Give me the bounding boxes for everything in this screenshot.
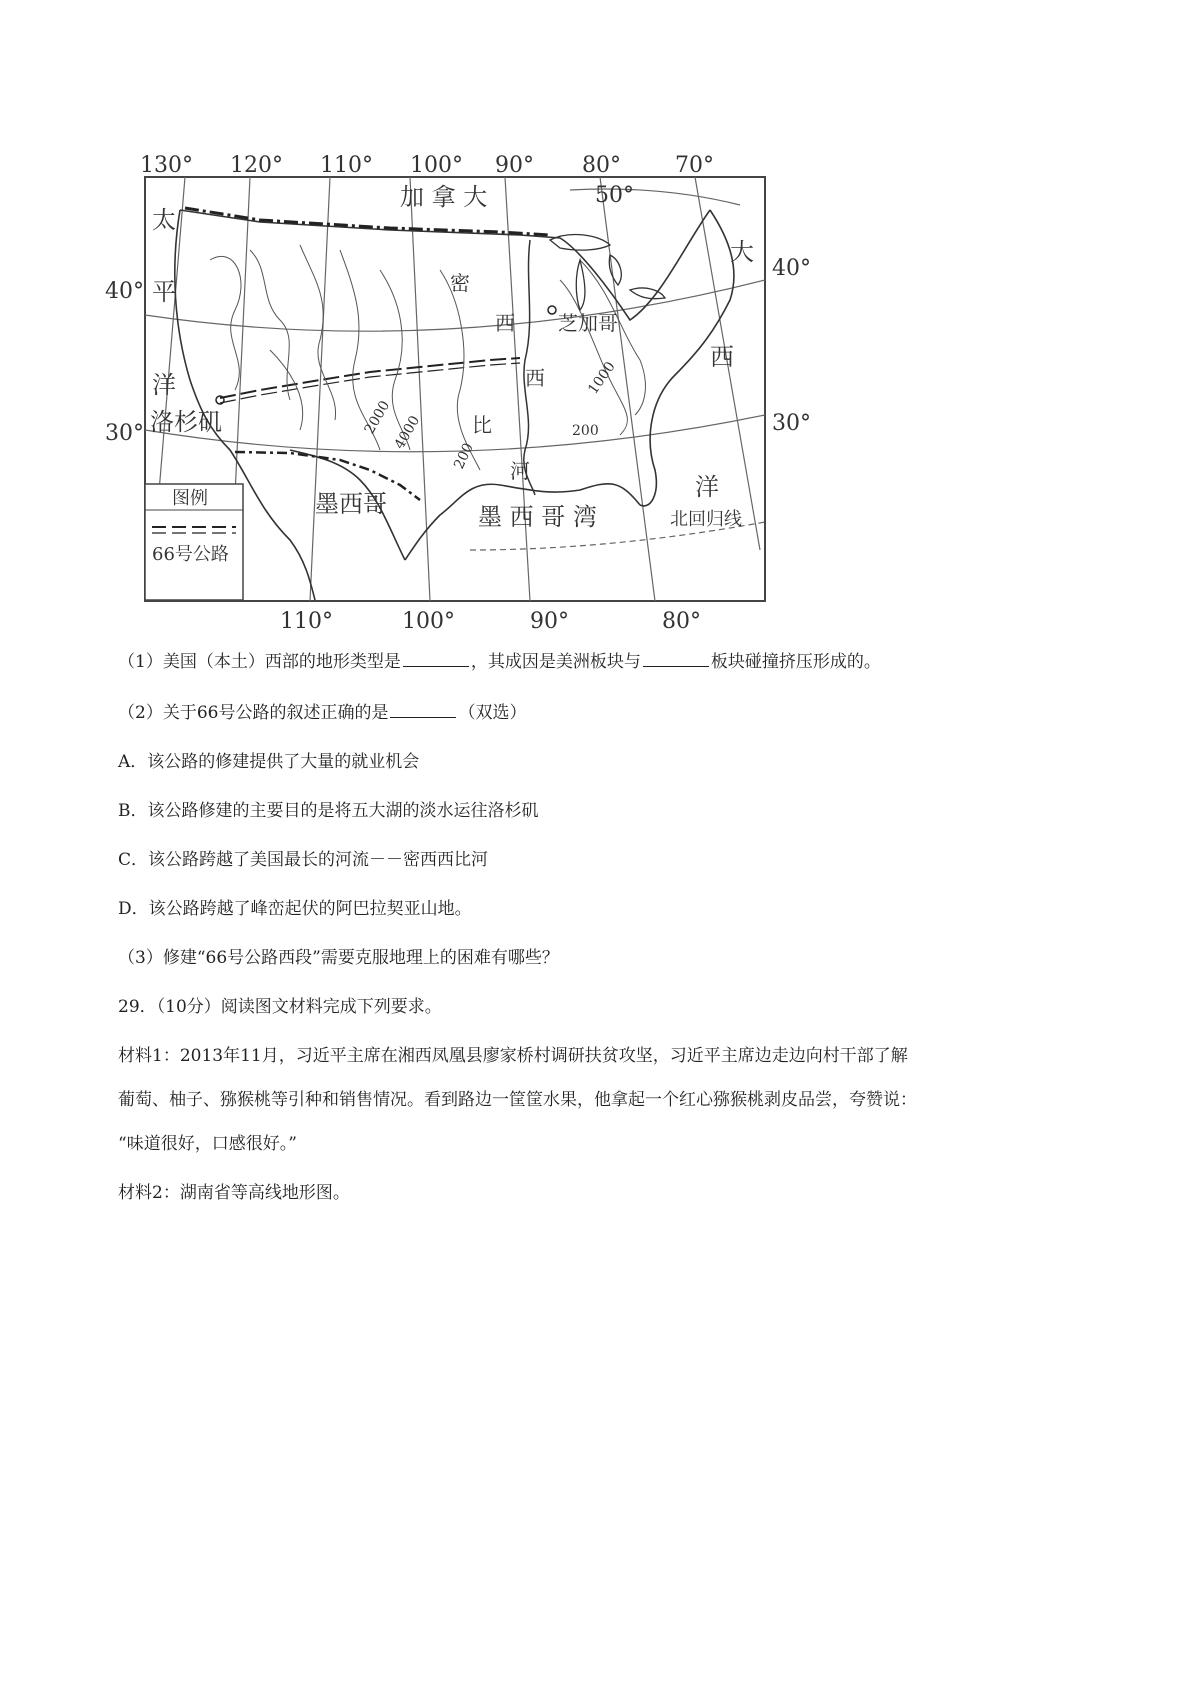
route-66 [220,358,520,398]
material-1-line-1: 材料1：2013年11月，习近平主席在湘西凤凰县廖家桥村调研扶贫攻坚，习近平主席边走边向村干部了解 [118,1046,908,1066]
map-svg [105,150,840,634]
option-d: D．该公路跨越了峰峦起伏的阿巴拉契亚山地。 [118,899,472,919]
coastlines [175,210,734,600]
label-canada: 加 拿 大 [400,183,488,211]
question-1-part-a: （1）美国（本土）西部的地形类型是 [118,652,401,672]
tick-100: 100° [410,153,463,178]
label-river-5: 河 [510,459,530,483]
label-pacific-2: 平 [152,278,176,306]
contour-4000: 4000 [391,413,424,452]
question-2-part-a: （2）关于66号公路的叙述正确的是 [118,703,389,723]
label-atlantic-3: 洋 [695,473,719,501]
question-2-part-b: （双选） [458,703,527,723]
label-river-3: 西 [525,366,545,390]
tick-90: 90° [495,153,534,178]
label-chicago: 芝加哥 [558,311,618,335]
question-1 [118,648,1078,674]
contour-1000: 1000 [585,358,619,398]
legend-title: 图例 [172,488,208,509]
question-1-part-c: 板块碰撞挤压形成的。 [710,652,881,672]
tick-bottom-90: 90° [530,609,569,634]
question-3: （3）修建“66号公路西段”需要克服地理上的困难有哪些？ [118,948,559,968]
label-gulf: 墨 西 哥 湾 [478,503,597,531]
tick-70: 70° [675,153,714,178]
material-1-line-2: 葡萄、柚子、猕猴桃等引种和销售情况。看到路边一筐筐水果，他拿起一个红心猕猴桃剥皮品尝，夸赞说： [118,1090,917,1110]
material-1-line-3: “味道很好，口感很好。” [118,1134,297,1154]
us-topographic-map [105,150,840,634]
answer-blank-1[interactable] [403,648,469,667]
option-a: A．该公路的修建提供了大量的就业机会 [118,752,420,772]
tick-130: 130° [140,153,193,178]
answer-blank-3[interactable] [390,699,456,718]
tick-110: 110° [320,153,373,178]
tick-inner-50: 50° [595,183,634,208]
label-river-1: 密 [450,271,470,295]
answer-blank-2[interactable] [643,648,709,667]
tick-bottom-100: 100° [402,609,455,634]
chicago-dot [548,306,556,314]
label-river-4: 比 [472,413,492,437]
question-29-title: 29．（10分）阅读图文材料完成下列要求。 [118,997,442,1017]
option-b: B．该公路修建的主要目的是将五大湖的淡水运往洛杉矶 [118,801,539,821]
label-los-angeles: 洛杉矶 [150,408,222,436]
label-pacific-1: 太 [152,206,176,234]
legend-route-label: 66号公路 [152,544,229,565]
tick-80: 80° [582,153,621,178]
canada-border [185,208,550,235]
question-1-part-b: ，其成因是美洲板块与 [470,652,641,672]
material-2: 材料2：湖南省等高线地形图。 [118,1183,350,1203]
contour-2000: 2000 [361,398,394,437]
question-content [118,648,1078,1230]
label-pacific-3: 洋 [152,371,176,399]
tick-left-40: 40° [105,279,144,304]
map-legend [145,484,243,600]
label-tropic: 北回归线 [670,509,742,530]
label-atlantic-1: 大 [730,238,754,266]
tick-bottom-80: 80° [662,609,701,634]
tick-bottom-110: 110° [280,609,333,634]
label-atlantic-2: 西 [710,343,734,371]
tick-right-30: 30° [772,411,811,436]
label-mexico: 墨西哥 [315,490,387,518]
option-c: C．该公路跨越了美国最长的河流－－密西西比河 [118,850,489,870]
contour-200: 200 [451,440,477,472]
contour-200b: 200 [572,423,599,439]
label-river-2: 西 [495,311,515,335]
tick-right-40: 40° [772,256,811,281]
tick-120: 120° [230,153,283,178]
question-2 [118,699,1078,725]
tick-left-30: 30° [105,421,144,446]
